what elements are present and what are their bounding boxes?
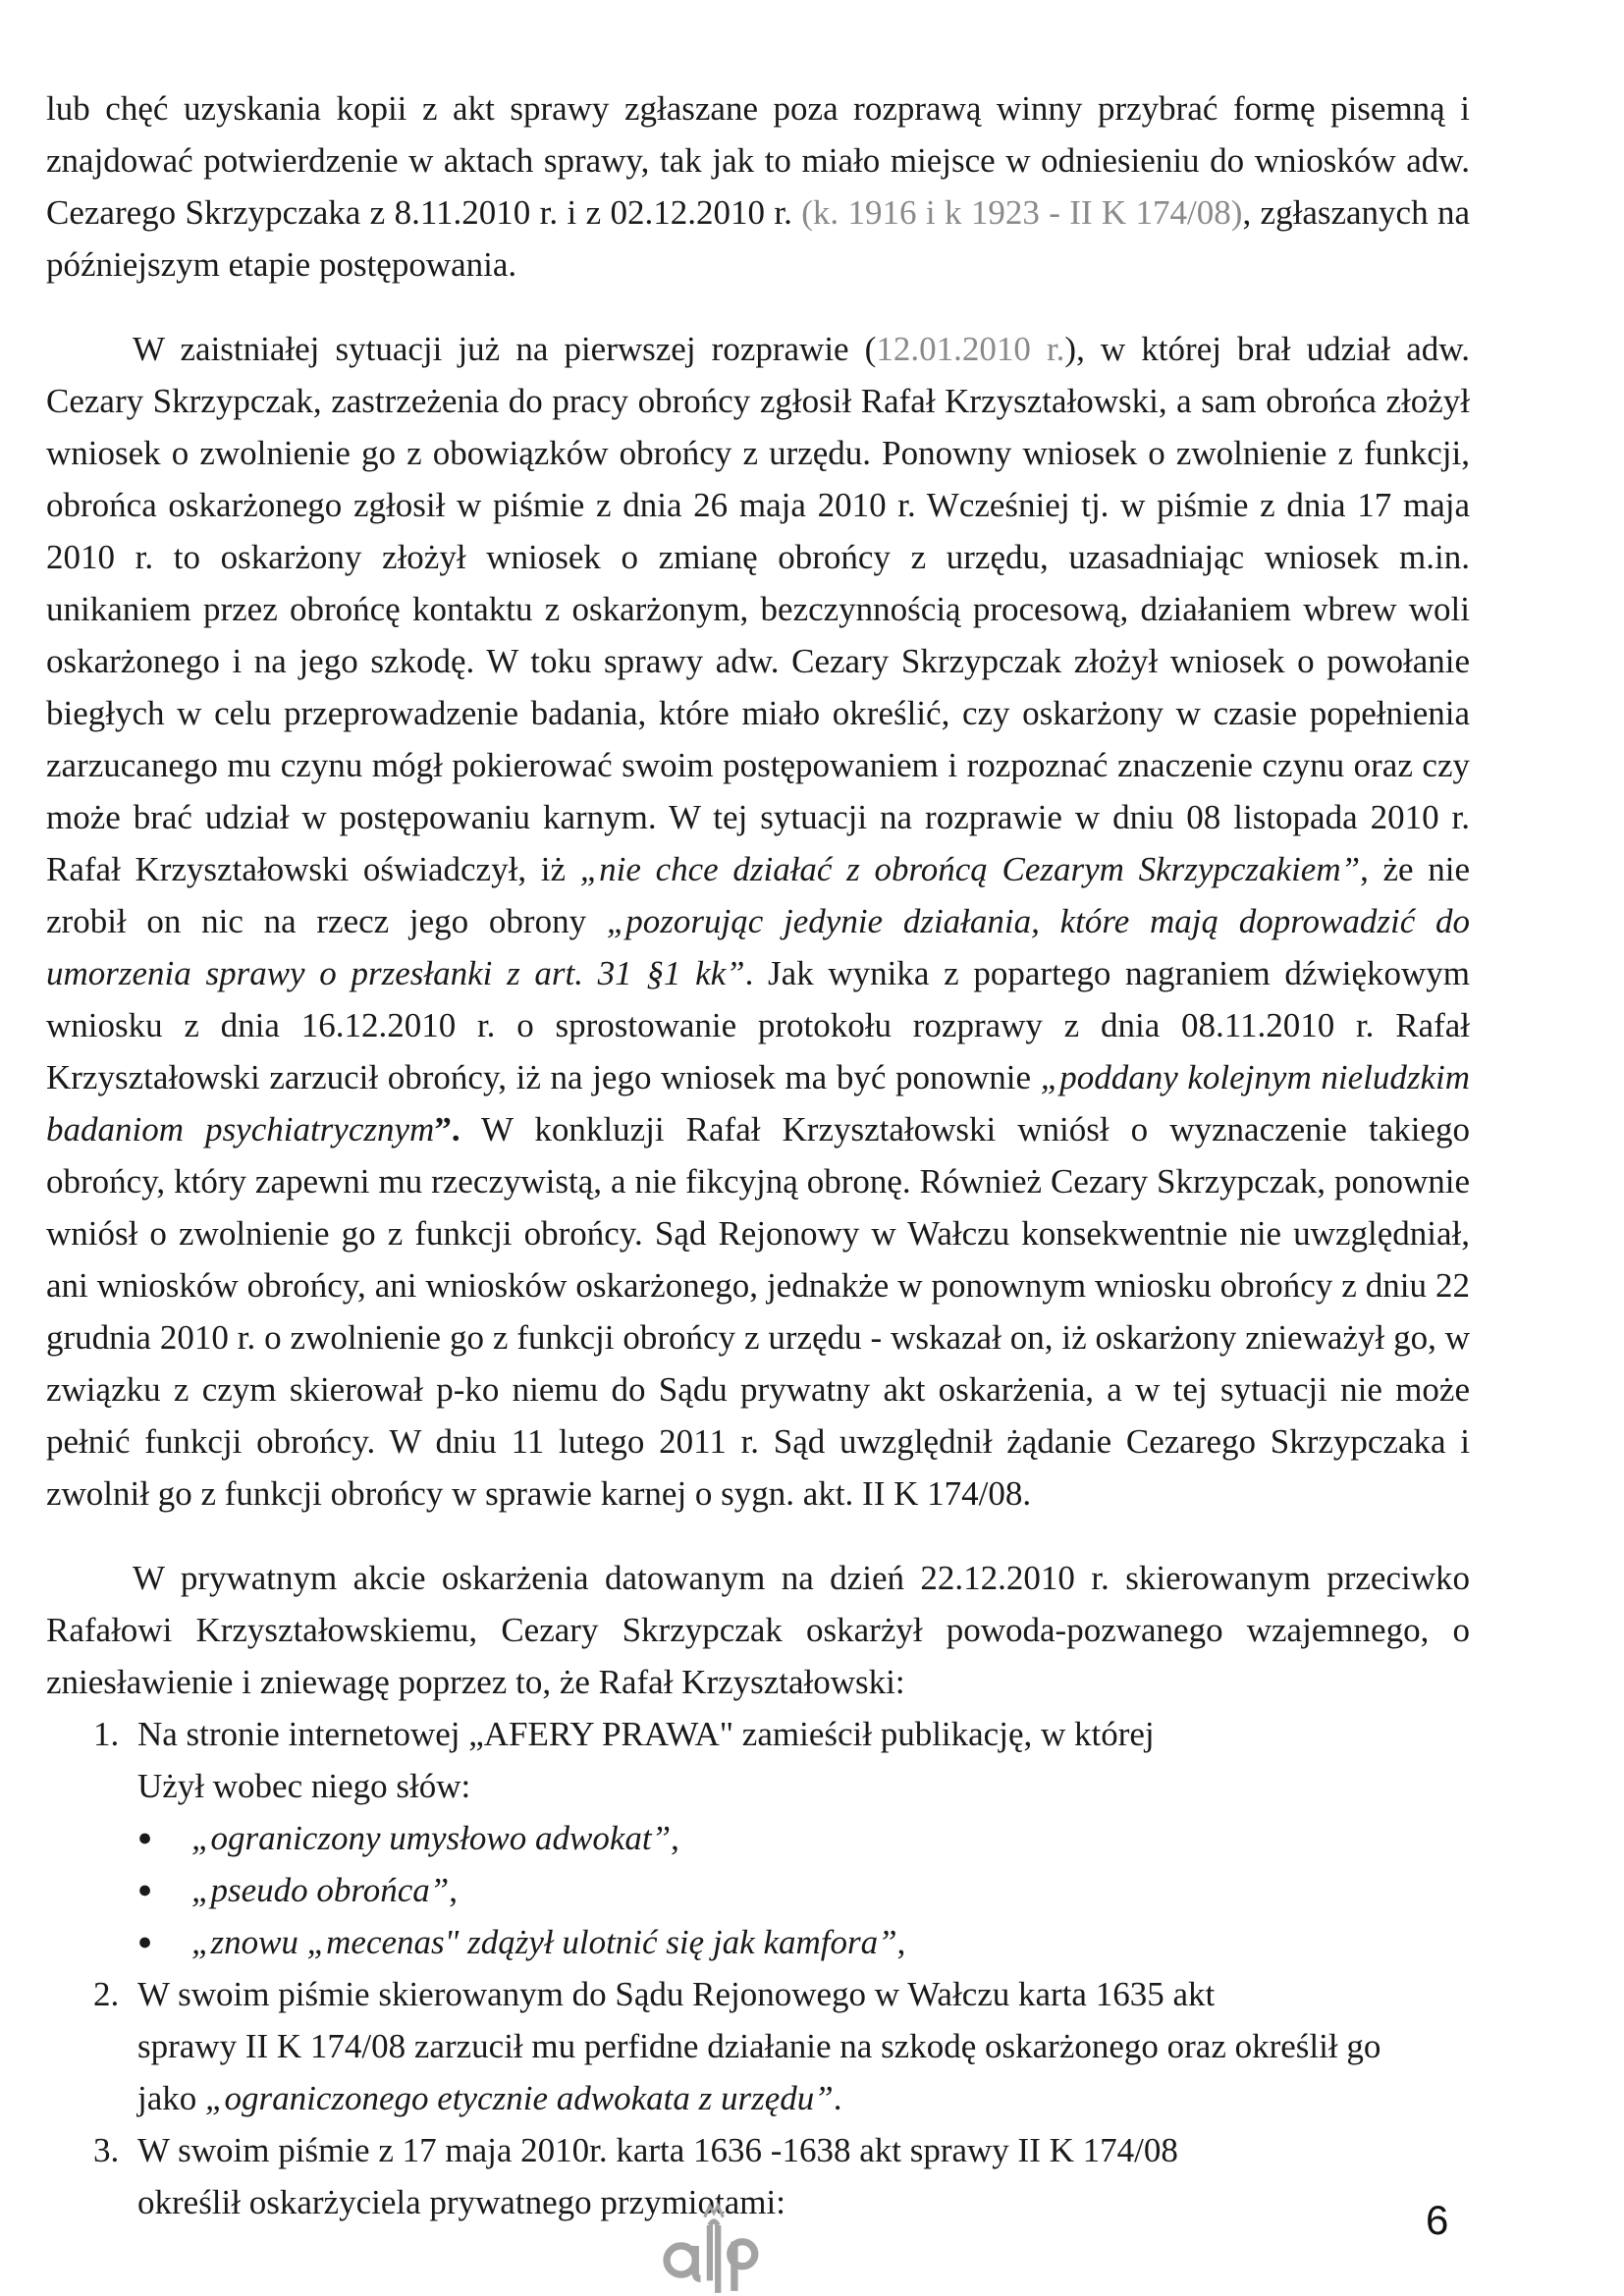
text-run: „ograniczonego etycznie adwokata z urzędu” bbox=[205, 2079, 834, 2117]
text-run: określił oskarżyciela prywatnego przymiotami: bbox=[137, 2183, 785, 2221]
list-line bbox=[191, 1864, 1470, 1916]
list-item-content bbox=[191, 1812, 1470, 1864]
list-line bbox=[191, 1812, 1470, 1864]
list-line bbox=[137, 2072, 1470, 2124]
document-body bbox=[46, 82, 1470, 2228]
text-run: W swoim piśmie z 17 maja 2010r. karta 1636 -1638 akt sprawy II K 174/08 bbox=[137, 2131, 1178, 2169]
text-run: Użył wobec niego słów: bbox=[137, 1767, 471, 1805]
bullet-icon: ● bbox=[137, 1929, 153, 1955]
text-run: „poddany kolejnym nieludzkim badaniom psychiatrycznym bbox=[46, 1058, 1471, 1148]
list-number: 2. bbox=[93, 1975, 120, 2013]
text-run: W konkluzji Rafał Krzyształowski wniósł o wyznaczenie takiego obrońcy, który zapewni mu rzeczywistą, a nie fikcyjną obronę. Również Cezary Skrzypczak, ponownie wniósł o zwolnienie go z funkcji obrońcy. Sąd Rejonowy w Wałczu konsekwentnie nie uwzględniał, ani wniosków obrońcy, ani wniosków oskarżonego, jednakże w ponownym wniosku obrońcy z dniu 22 grudnia 2010 r. o zwolnienie go z funkcji obrońcy z urzędu - wskazał on, iż oskarżony znieważył go, w związku z czym skierował p-ko niemu do Sądu prywatny akt oskarżenia, a w tej sytuacji nie może pełnić funkcji obrońcy. W dniu 11 lutego 2011 r. Sąd uwzględnił żądanie Cezarego Skrzypczaka i zwolnił go z funkcji obrońcy w sprawie karnej o sygn. akt. II K 174/08. bbox=[46, 1110, 1470, 1513]
text-run: ”. bbox=[434, 1110, 460, 1148]
text-run: W zaistniałej sytuacji już na pierwszej rozprawie ( bbox=[133, 330, 877, 368]
text-run: . bbox=[833, 2079, 842, 2117]
text-run: jako bbox=[137, 2079, 206, 2117]
list-item-content bbox=[137, 1708, 1470, 1812]
text-run: W swoim piśmie skierowanym do Sądu Rejonowego w Wałczu karta 1635 akt bbox=[137, 1975, 1216, 2013]
list-line bbox=[137, 2176, 1470, 2228]
paragraph bbox=[46, 82, 1470, 291]
text-run: sprawy II K 174/08 zarzucił mu perfidne działanie na szkodę oskarżonego oraz określił go bbox=[137, 2027, 1381, 2065]
list-item bbox=[46, 1968, 1470, 2124]
list-item-content bbox=[191, 1916, 1470, 1968]
text-run: „ograniczony umysłowo adwokat” bbox=[191, 1819, 672, 1857]
text-run: , bbox=[896, 1923, 906, 1961]
list-item bbox=[46, 1708, 1470, 1812]
adwokatura-watermark-icon bbox=[656, 2201, 770, 2295]
paragraph bbox=[46, 323, 1470, 1520]
text-run: 12.01.2010 r. bbox=[876, 330, 1065, 368]
text-run: . Jak wynika z popartego nagraniem dźwiękowym wniosku z dnia 16.12.2010 r. o sprostowanie protokołu rozprawy z dnia 08.11.2010 r. Rafał Krzyształowski zarzucił obrońcy, iż na jego wniosek ma być ponownie bbox=[46, 954, 1470, 1096]
list-item-content bbox=[137, 2124, 1470, 2228]
list-line bbox=[137, 2124, 1470, 2176]
list-item bbox=[46, 1916, 1470, 1968]
text-run: , bbox=[671, 1819, 679, 1857]
text-run: (k. 1916 i k 1923 - II K 174/08) bbox=[801, 193, 1243, 232]
list-item-content bbox=[191, 1864, 1470, 1916]
bullet-icon: ● bbox=[137, 1825, 153, 1851]
text-run: W prywatnym akcie oskarżenia datowanym na dzień 22.12.2010 r. skierowanym przeciwko Rafałowi Krzyształowskiemu, Cezary Skrzypczak oskarżył powoda-pozwanego wzajemnego, o zniesławienie i zniewagę poprzez to, że Rafał Krzyształowski: bbox=[46, 1559, 1470, 1701]
paragraph bbox=[46, 1552, 1470, 1708]
text-run: , bbox=[449, 1871, 458, 1909]
bullet-icon: ● bbox=[137, 1877, 153, 1903]
list-item bbox=[46, 1812, 1470, 1864]
list-line bbox=[137, 2020, 1470, 2072]
list-item bbox=[46, 1864, 1470, 1916]
text-run: , zgłaszanych na późniejszym etapie postępowania. bbox=[46, 193, 1470, 284]
list-number: 1. bbox=[93, 1715, 120, 1753]
text-run: Na stronie internetowej „AFERY PRAWA" zamieścił publikację, w której bbox=[137, 1715, 1155, 1753]
list-line bbox=[137, 1968, 1470, 2020]
list-line bbox=[137, 1760, 1470, 1812]
text-run: lub chęć uzyskania kopii z akt sprawy zgłaszane poza rozprawą winny przybrać formę pisemną i znajdować potwierdzenie w aktach sprawy, tak jak to miało miejsce w odniesieniu do wniosków adw. Cezarego Skrzypczaka z 8.11.2010 r. i z 02.12.2010 r. bbox=[46, 89, 1470, 232]
list-line bbox=[191, 1916, 1470, 1968]
text-run: „znowu „mecenas" zdążył ulotnić się jak kamfora” bbox=[191, 1923, 897, 1961]
page-number: 6 bbox=[1426, 2197, 1449, 2243]
list-item-content bbox=[137, 1968, 1470, 2124]
list-line bbox=[137, 1708, 1470, 1760]
list-number: 3. bbox=[93, 2131, 120, 2169]
text-run: ), w której brał udział adw. Cezary Skrzypczak, zastrzeżenia do pracy obrońcy zgłosił Rafał Krzyształowski, a sam obrońca złożył wniosek o zwolnienie go z obowiązków obrońcy z urzędu. Ponowny wniosek o zwolnienie z funkcji, obrońca oskarżonego zgłosił w piśmie z dnia 26 maja 2010 r. Wcześniej tj. w piśmie z dnia 17 maja 2010 r. to oskarżony złożył wniosek o zmianę obrońcy z urzędu, uzasadniając wniosek m.in. unikaniem przez obrońcę kontaktu z oskarżonym, bezczynnością procesową, działaniem wbrew woli oskarżonego i na jego szkodę. W toku sprawy adw. Cezary Skrzypczak złożył wniosek o powołanie biegłych w celu przeprowadzenie badania, które miało określić, czy oskarżony w czasie popełnienia zarzucanego mu czynu mógł pokierować swoim postępowaniem i rozpoznać znaczenie czynu oraz czy może brać udział w postępowaniu karnym. W tej sytuacji na rozprawie w dniu 08 listopada 2010 r. Rafał Krzyształowski oświadczył, iż bbox=[46, 330, 1470, 888]
text-run: „pozorując jedynie działania, które mają doprowadzić do umorzenia sprawy o przesłanki z art. 31 §1 kk” bbox=[46, 902, 1470, 992]
text-run: „pseudo obrońca” bbox=[191, 1871, 450, 1909]
text-run: , że nie zrobił on nic na rzecz jego obrony bbox=[46, 850, 1471, 940]
text-run: „nie chce działać z obrońcą Cezarym Skrzypczakiem” bbox=[579, 850, 1361, 888]
